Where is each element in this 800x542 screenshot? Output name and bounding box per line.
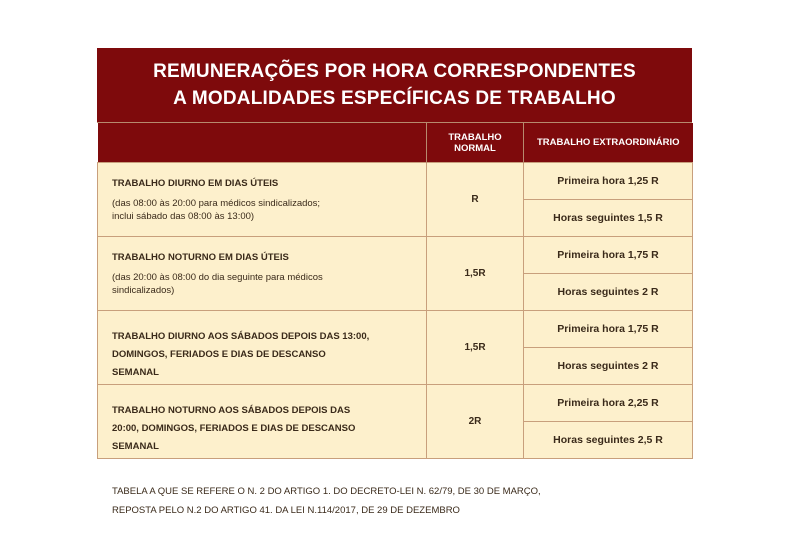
normal-rate: 1,5R: [427, 311, 524, 385]
first-hour-rate: Primeira hora 1,75 R: [524, 311, 693, 348]
row-subtext: (das 20:00 às 08:00 do dia seguinte para médicos sindicalizados): [112, 272, 323, 296]
next-hours-rate: Horas seguintes 1,5 R: [524, 200, 693, 237]
next-hours-rate: Horas seguintes 2 R: [524, 348, 693, 385]
first-hour-rate: Primeira hora 2,25 R: [524, 385, 693, 422]
table-row: [98, 163, 693, 200]
row-description: [98, 311, 427, 385]
row-heading: TRABALHO NOTURNO AOS SÁBADOS DEPOIS DAS 20:00, DOMINGOS, FERIADOS E DIAS DE DESCANSO SEMANAL: [112, 405, 356, 452]
normal-rate: 2R: [427, 385, 524, 459]
first-hour-rate: Primeira hora 1,25 R: [524, 163, 693, 200]
normal-rate: R: [427, 163, 524, 237]
column-header-normal: TRABALHO NORMAL: [427, 123, 524, 163]
footnote: [112, 482, 541, 520]
next-hours-rate: Horas seguintes 2 R: [524, 274, 693, 311]
footnote-line-1: TABELA A QUE SE REFERE O N. 2 DO ARTIGO 1. DO DECRETO-LEI N. 62/79, DE 30 DE MARÇO,: [112, 486, 541, 497]
first-hour-rate: Primeira hora 1,75 R: [524, 237, 693, 274]
column-header-description: [98, 123, 427, 163]
row-heading: TRABALHO DIURNO EM DIAS ÚTEIS: [112, 178, 279, 189]
row-description: [98, 237, 427, 311]
table-row: [98, 237, 693, 274]
next-hours-rate: Horas seguintes 2,5 R: [524, 422, 693, 459]
row-heading: TRABALHO NOTURNO EM DIAS ÚTEIS: [112, 252, 289, 263]
row-heading: TRABALHO DIURNO AOS SÁBADOS DEPOIS DAS 13:00, DOMINGOS, FERIADOS E DIAS DE DESCANSO SEMANAL: [112, 331, 370, 378]
table-header-row: [98, 123, 693, 163]
column-header-overtime: TRABALHO EXTRAORDINÁRIO: [524, 123, 693, 163]
table-title-line-2: A MODALIDADES ESPECÍFICAS DE TRABALHO: [173, 88, 616, 109]
row-subtext: (das 08:00 às 20:00 para médicos sindicalizados; inclui sábado das 08:00 às 13:00): [112, 198, 321, 222]
table-title-line-1: REMUNERAÇÕES POR HORA CORRESPONDENTES: [153, 61, 636, 82]
remuneration-table-card: [97, 48, 692, 459]
table-row: [98, 385, 693, 422]
normal-rate: 1,5R: [427, 237, 524, 311]
footnote-line-2: REPOSTA PELO N.2 DO ARTIGO 41. DA LEI N.114/2017, DE 29 DE DEZEMBRO: [112, 505, 460, 516]
table-row: [98, 311, 693, 348]
remuneration-table: [97, 123, 693, 459]
row-description: [98, 385, 427, 459]
row-description: [98, 163, 427, 237]
table-title: [97, 48, 692, 123]
